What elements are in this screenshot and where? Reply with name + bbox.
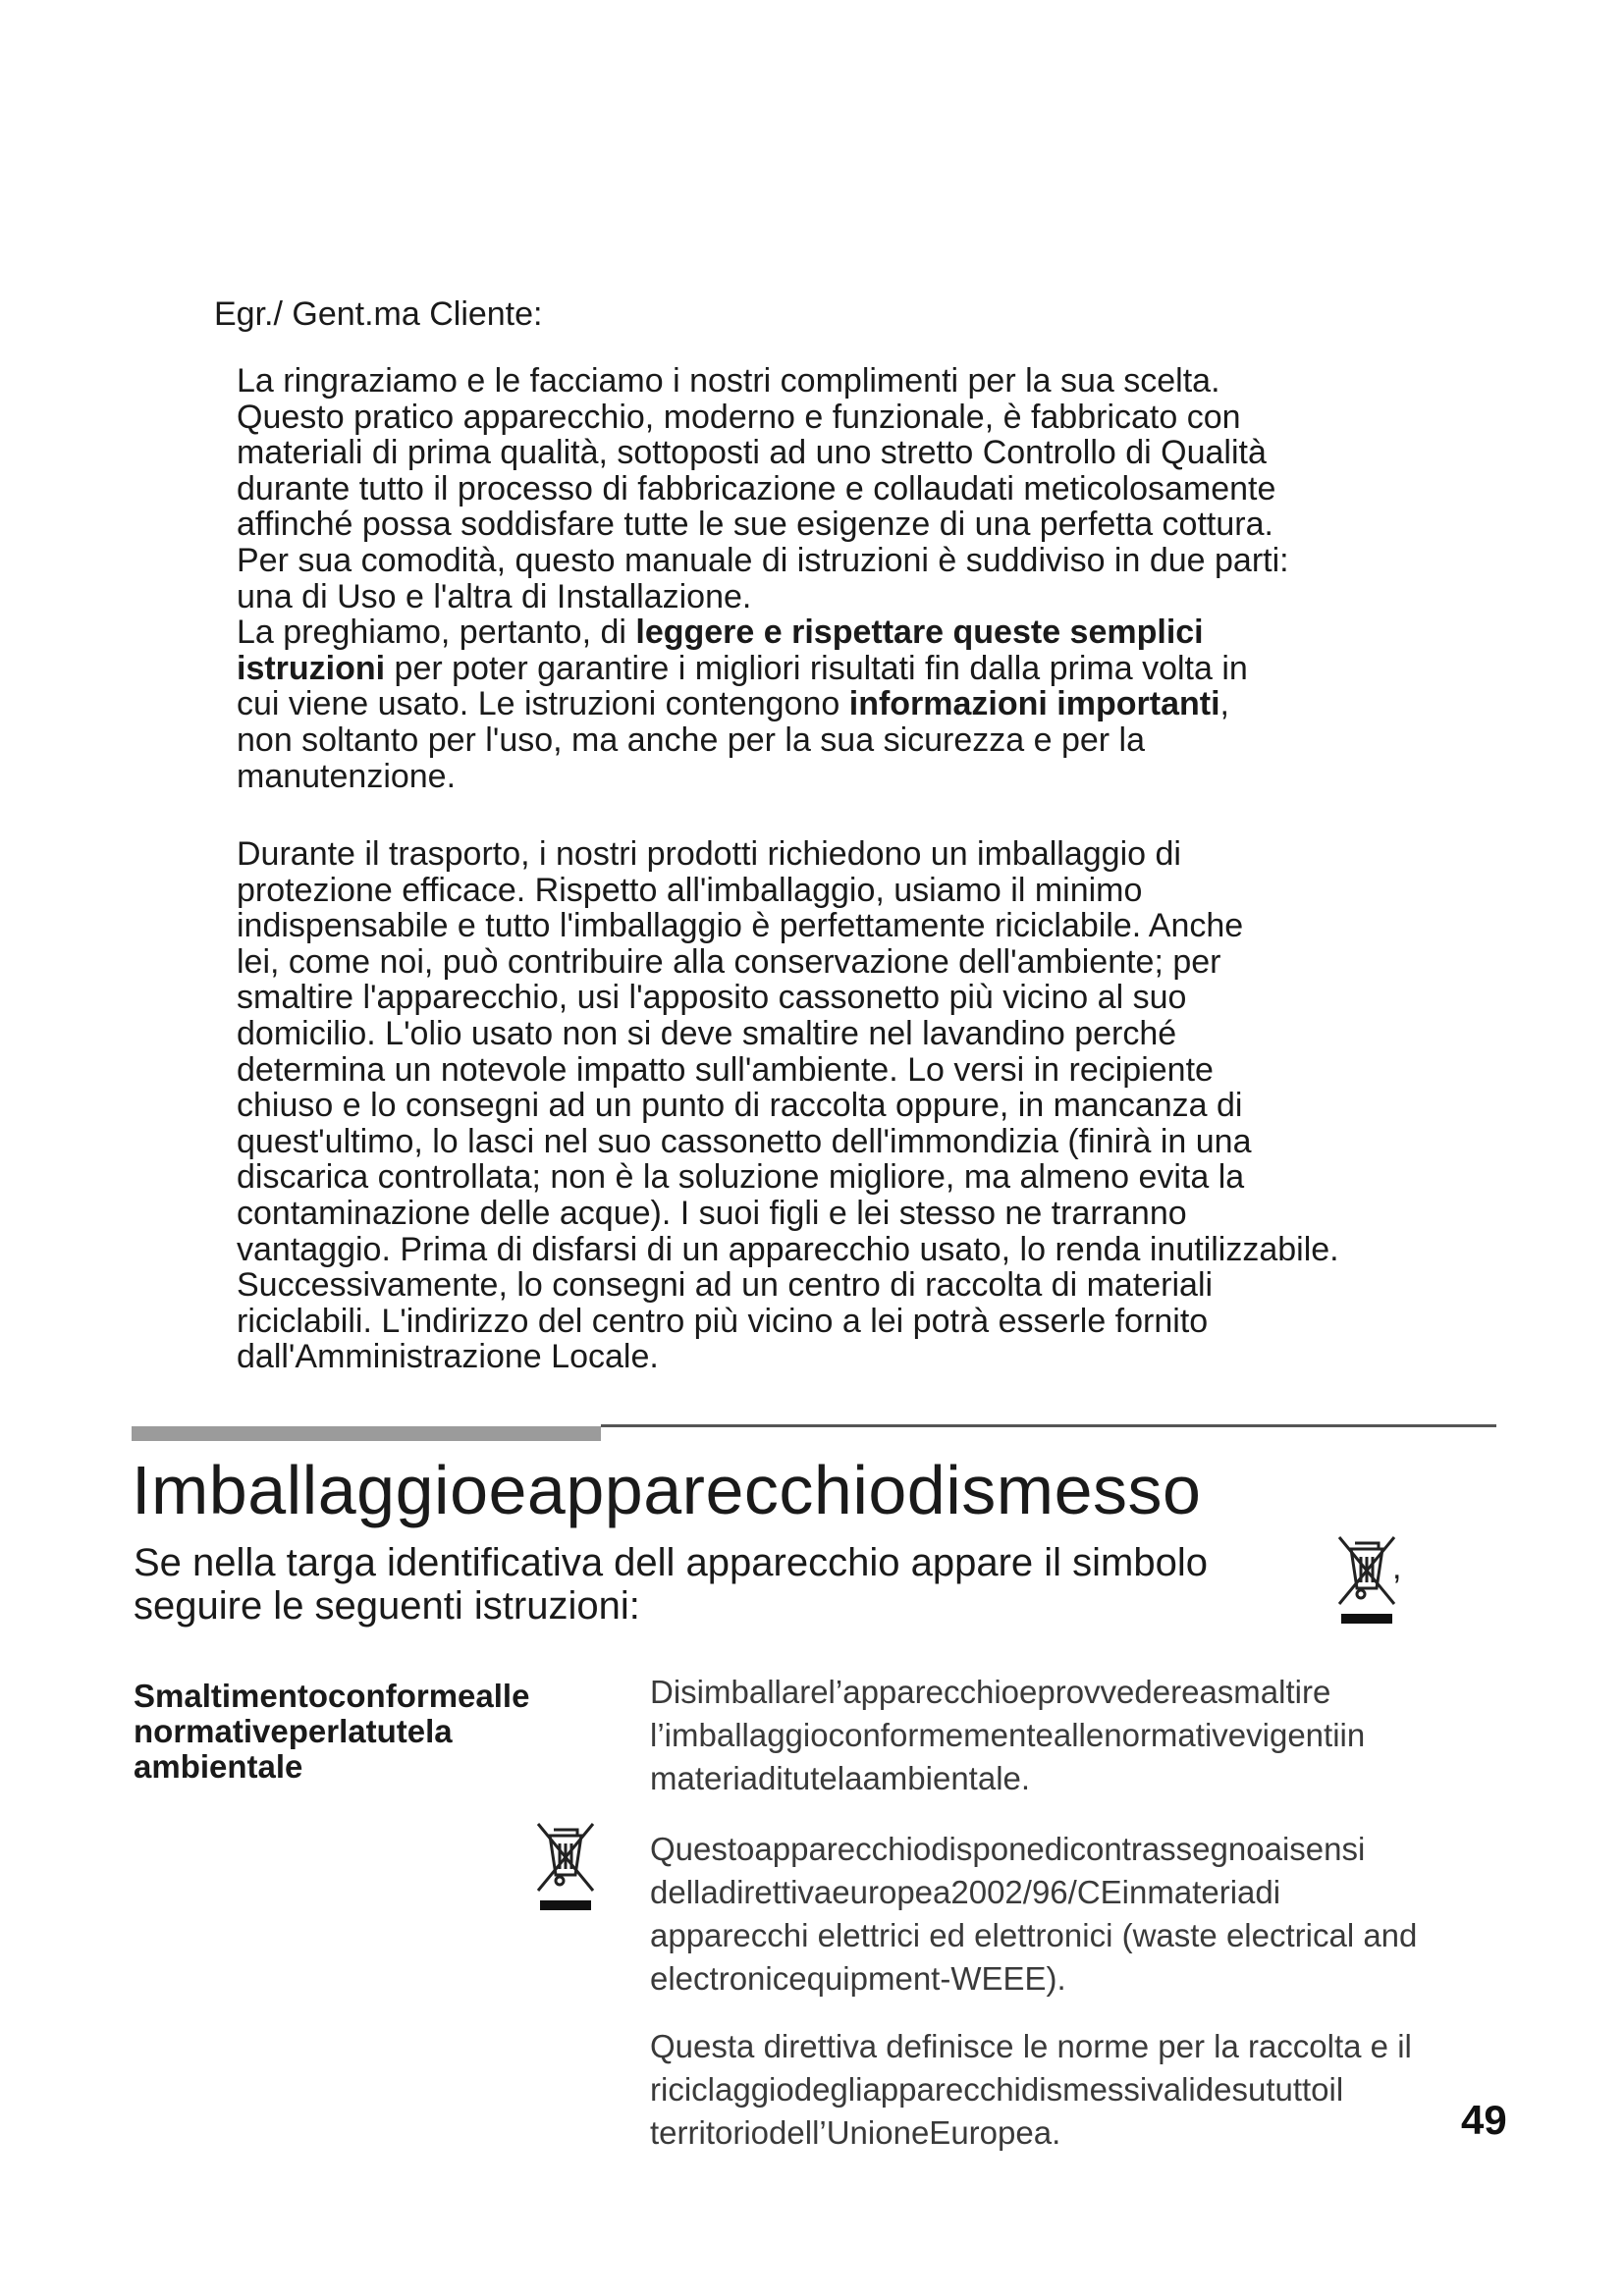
- intro-bold-2: informazioni importanti: [848, 685, 1220, 723]
- section-title: Imballaggioeapparecchiodismesso: [132, 1452, 1202, 1528]
- intro-bold-1: leggere e rispettare queste semplici istruzioni: [237, 614, 1204, 687]
- section-intro-comma: ,: [1392, 1549, 1402, 1586]
- greeting: Egr./ Gent.ma Cliente:: [214, 295, 543, 333]
- page-number: 49: [1461, 2097, 1507, 2143]
- section-rule: [601, 1424, 1496, 1427]
- intro-text-2: per poter garantire i migliori risultati fin dalla prima volta in cui viene usato. Le istruzioni contengono: [237, 649, 1248, 723]
- section-rule-accent: [132, 1426, 601, 1441]
- intro-paragraph: [237, 363, 1395, 794]
- disposal-paragraph-1: Disimballarel’apparecchioeprovvedereasmaltire l’imballaggioconformementeallenormativevigentiin materiaditutelaambientale.: [650, 1674, 1366, 1796]
- intro-text-3: , non soltanto per l'uso, ma anche per la sua sicurezza e per la manutenzione.: [237, 685, 1229, 795]
- side-heading: Smaltimentoconformealle normativeperlatutela ambientale: [134, 1678, 530, 1785]
- disposal-paragraph-2: Questoapparecchiodisponedicontrassegnoaisensi delladirettivaeuropea2002/96/CEinmateriadi apparecchi elettrici ed elettronici (waste electrical and electronicequipment-WEEE).: [650, 1831, 1418, 1997]
- transport-paragraph: Durante il trasporto, i nostri prodotti richiedono un imballaggio di protezione efficace. Rispetto all'imballaggio, usiamo il minimo indispensabile e tutto l'imballaggio è perfettamente riciclabile. Anche lei, come noi, può contribuire alla conservazione dell'ambiente; per smaltire l'apparecchio, usi l'apposito cassonetto più vicino al suo domicilio. L'olio usato non si deve smaltire nel lavandino perché determina un notevole impatto sull'ambiente. Lo versi in recipiente chiuso e lo consegni ad un punto di raccolta oppure, in mancanza di quest'ultimo, lo lasci nel suo cassonetto dell'immondizia (finirà in una discarica controllata; non è la soluzione migliore, ma almeno evita la contaminazione delle acque). I suoi figli e lei stesso ne trarranno vantaggio. Prima di disfarsi di un apparecchio usato, lo renda inutilizzabile. Successivamente, lo consegni ad un centro di raccolta di materiali riciclabili. L'indirizzo del centro più vicino a lei potrà esserle fornito dall'Amministrazione Locale.: [237, 835, 1339, 1376]
- section-intro: Se nella targa identificativa dell apparecchio appare il simbolo seguire le seguenti istruzioni:: [134, 1541, 1208, 1628]
- intro-text-1: La ringraziamo e le facciamo i nostri complimenti per la sua scelta. Questo pratico apparecchio, moderno e funzionale, è fabbricato con materiali di prima qualità, sottoposti ad uno stretto Controllo di Qualità durante tutto il processo di fabbricazione e collaudati meticolosamente affinché possa soddisfare tutte le sue esigenze di una perfetta cottura. Per sua comodità, questo manuale di istruzioni è suddiviso in due parti: una di Uso e l'altra di Installazione. La preghiamo, pertanto, di: [237, 362, 1289, 652]
- weee-icon: [530, 1818, 601, 1921]
- disposal-paragraph-3: Questa direttiva definisce le norme per la raccolta e il riciclaggiodegliapparecchidismessivalidesututtoil territoriodell’UnioneEuropea.: [650, 2028, 1412, 2151]
